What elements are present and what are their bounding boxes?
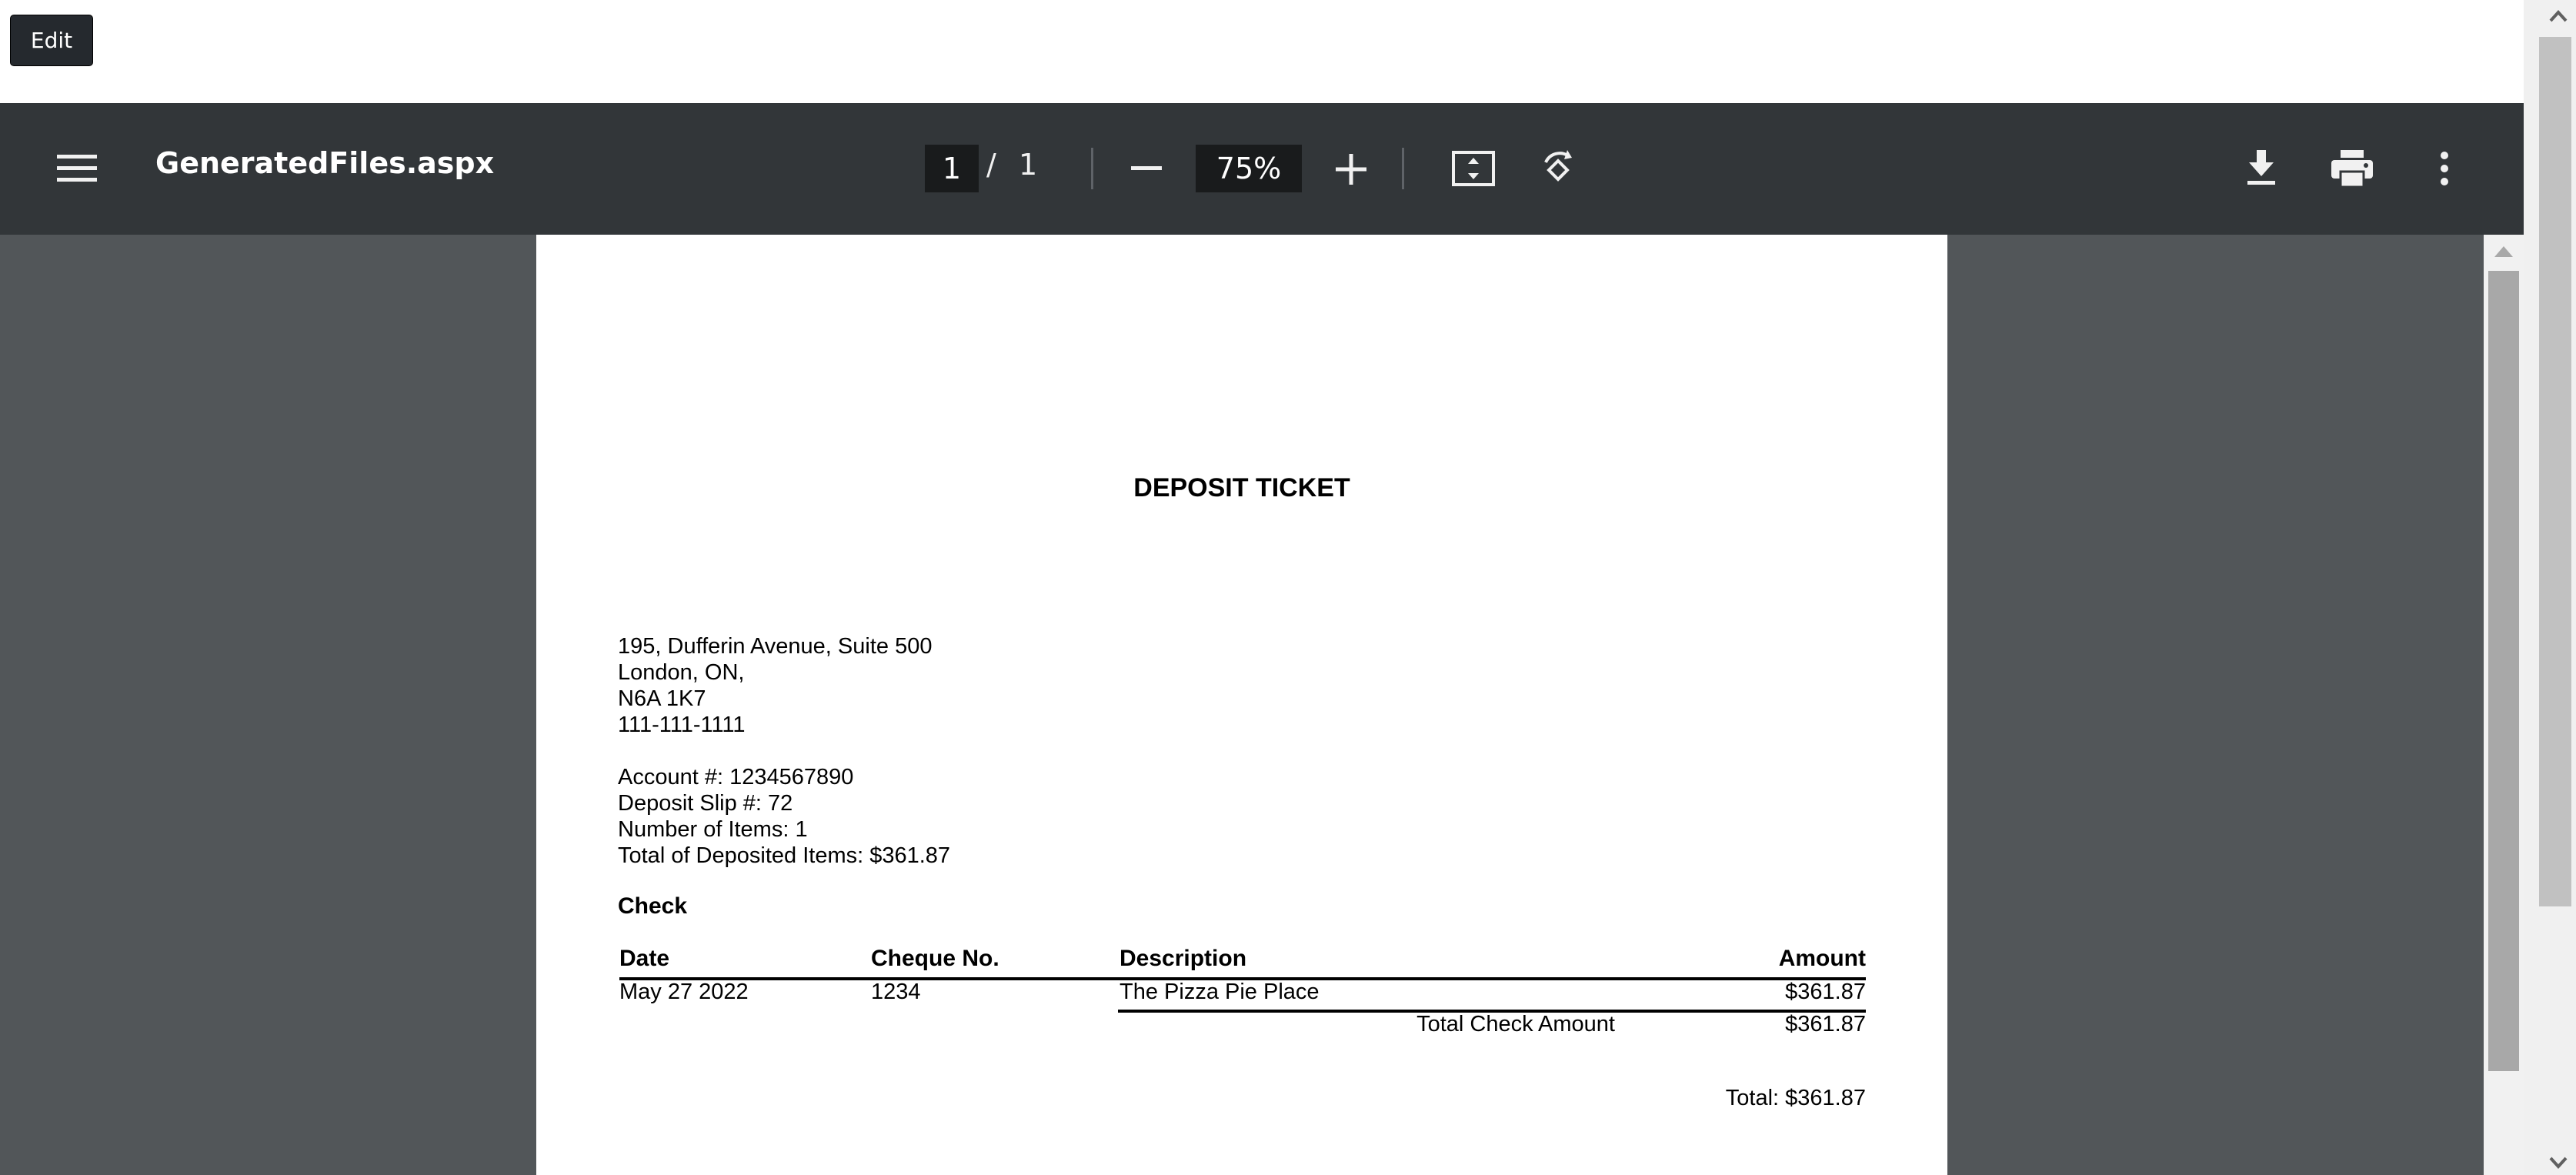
cell-description: The Pizza Pie Place — [1119, 980, 1320, 1004]
window-scroll-thumb[interactable] — [2539, 37, 2571, 906]
column-header-cheque: Cheque No. — [871, 946, 999, 971]
total-deposited: Total of Deposited Items: $361.87 — [618, 843, 951, 868]
page-total: 1 — [1019, 148, 1038, 182]
account-block — [618, 764, 950, 869]
scroll-down-icon[interactable] — [2548, 1156, 2568, 1173]
section-label: Check — [618, 893, 688, 919]
scroll-up-icon[interactable] — [2493, 245, 2514, 262]
cell-date: May 27 2022 — [619, 980, 749, 1004]
pdf-viewer-area[interactable] — [0, 235, 2484, 1175]
address-line: London, ON, — [618, 660, 745, 685]
cell-amount: $361.87 — [1785, 980, 1866, 1004]
column-header-date: Date — [619, 946, 670, 971]
phone-line: 111-111-1111 — [618, 713, 746, 737]
document-heading: DEPOSIT TICKET — [1133, 473, 1350, 502]
toolbar-divider — [1091, 148, 1093, 189]
subtotal-value: $361.87 — [1785, 1012, 1866, 1036]
column-header-description: Description — [1119, 946, 1247, 971]
print-icon[interactable] — [2328, 145, 2376, 192]
column-header-amount: Amount — [1778, 946, 1866, 971]
fit-page-icon[interactable] — [1450, 145, 1497, 192]
address-line: 195, Dufferin Avenue, Suite 500 — [618, 634, 933, 659]
scroll-up-icon[interactable] — [2548, 9, 2568, 26]
zoom-in-icon[interactable] — [1328, 146, 1374, 192]
account-number: Account #: 1234567890 — [618, 765, 854, 789]
address-block — [618, 633, 932, 738]
zoom-out-icon[interactable] — [1123, 149, 1170, 188]
zoom-level-input[interactable]: 75% — [1196, 145, 1302, 192]
number-of-items: Number of Items: 1 — [618, 817, 808, 842]
more-vert-icon[interactable] — [2431, 145, 2458, 192]
edit-button[interactable]: Edit — [10, 15, 93, 66]
cell-cheque: 1234 — [871, 980, 921, 1004]
pdf-page — [536, 235, 1947, 1175]
rotate-icon[interactable] — [1531, 143, 1582, 194]
grand-total: Total: $361.87 — [1725, 1086, 1866, 1110]
subtotal-label: Total Check Amount — [1416, 1012, 1615, 1036]
deposit-slip-number: Deposit Slip #: 72 — [618, 791, 793, 816]
address-line: N6A 1K7 — [618, 686, 706, 711]
document-title: GeneratedFiles.aspx — [155, 146, 495, 180]
page-separator: / — [986, 148, 996, 182]
top-strip — [0, 0, 2524, 103]
download-icon[interactable] — [2239, 143, 2284, 194]
page-number-input[interactable]: 1 — [925, 145, 979, 192]
viewer-scroll-thumb[interactable] — [2488, 271, 2519, 1071]
toolbar-divider — [1402, 148, 1404, 189]
menu-icon[interactable] — [54, 151, 100, 186]
pdf-toolbar — [0, 103, 2524, 235]
